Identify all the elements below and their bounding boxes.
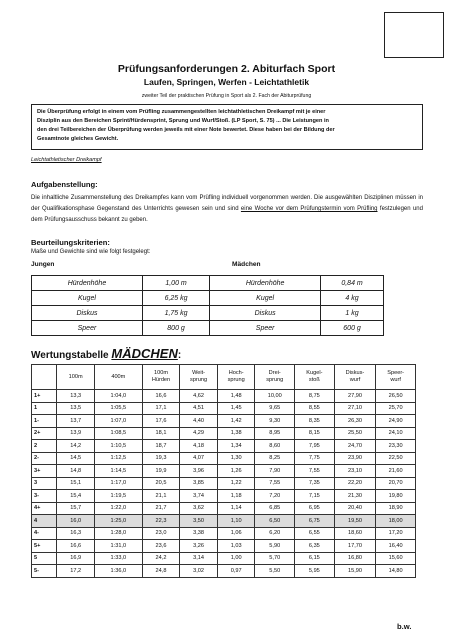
table-cell: 20,5: [142, 477, 180, 490]
table-cell: 27,90: [334, 390, 376, 403]
table-cell: 16,9: [57, 552, 95, 565]
table-cell: 4,18: [180, 440, 218, 453]
grade-label: 1-: [32, 415, 57, 428]
table-cell: 13,5: [57, 402, 95, 415]
table-cell: 21,7: [142, 502, 180, 515]
table-cell: 6,75: [295, 515, 335, 528]
table-cell: 21,60: [376, 465, 416, 478]
column-header-line: sprung: [266, 377, 284, 383]
table-cell: 26,30: [334, 415, 376, 428]
jungen-label: Jungen: [31, 261, 55, 268]
column-header: [376, 365, 416, 390]
wertung-title-text: Wertungstabelle: [31, 350, 109, 361]
table-cell: 18,00: [376, 515, 416, 528]
table-cell: 13,9: [57, 427, 95, 440]
table-cell: 20,40: [334, 502, 376, 515]
table-cell: 15,60: [376, 552, 416, 565]
table-cell: 17,6: [142, 415, 180, 428]
table-cell: 5,95: [295, 565, 335, 578]
table-cell: 27,10: [334, 402, 376, 415]
table-cell: 4 kg: [321, 291, 384, 306]
column-header-line: stoß: [308, 377, 320, 383]
table-cell: 18,7: [142, 440, 180, 453]
table-cell: 19,3: [142, 452, 180, 465]
table-cell: 9,65: [255, 402, 295, 415]
table-cell: 23,90: [334, 452, 376, 465]
turn-over-note: b.w.: [397, 622, 412, 631]
column-header-line: Diskus-: [345, 370, 365, 376]
kriterien-heading: Beurteilungskriterien:: [31, 238, 110, 247]
table-cell: Hürdenhöhe: [210, 276, 321, 291]
table-cell: 15,90: [334, 565, 376, 578]
grade-label: 3: [32, 477, 57, 490]
grade-label: 3+: [32, 465, 57, 478]
table-cell: 15,1: [57, 477, 95, 490]
grade-label: 2+: [32, 427, 57, 440]
table-cell: Diskus: [210, 306, 321, 321]
table-cell: 19,50: [334, 515, 376, 528]
column-header-line: sprung: [190, 377, 208, 383]
table-cell: 1,10: [217, 515, 255, 528]
grade-label: 1: [32, 402, 57, 415]
table-cell: 1:28,0: [94, 527, 142, 540]
table-row: [32, 565, 416, 578]
page-note: zweiter Teil der praktischen Prüfung in Sport als 2. Fach der Abiturprüfung: [141, 93, 312, 99]
column-header: [180, 365, 218, 390]
grade-label: 4: [32, 515, 57, 528]
table-cell: 1:33,0: [94, 552, 142, 565]
aufgabe-p1: Die inhaltliche Zusammenstellung des Dreikampfes kann vom Prüfling individuell vorgenommen werden. Die ausgewählten Disziplinen müssen in der Qualifikationsphase Gegenstand des Unterrichts gewesen sein und sind: [31, 195, 423, 212]
table-row: [32, 440, 416, 453]
table-cell: 7,55: [255, 477, 295, 490]
table-cell: 23,30: [376, 440, 416, 453]
column-header-line: Weit-: [192, 370, 206, 376]
table-cell: 5,50: [255, 565, 295, 578]
column-header: [217, 365, 255, 390]
table-row: [32, 415, 416, 428]
aufgabe-p2-underlined: eine Woche vor dem Prüfungstermin vom Prüfling: [240, 206, 378, 212]
table-cell: 6,35: [295, 540, 335, 553]
grade-label: 3-: [32, 490, 57, 503]
table-cell: 23,10: [334, 465, 376, 478]
table-row: [32, 552, 416, 565]
page-subtitle: Laufen, Springen, Werfen - Leichtathletik: [143, 77, 310, 87]
table-row: [32, 291, 384, 306]
table-row: [32, 490, 416, 503]
table-cell: 3,26: [180, 540, 218, 553]
table-row: [32, 276, 384, 291]
table-cell: 19,80: [376, 490, 416, 503]
table-cell: 22,50: [376, 452, 416, 465]
table-cell: Hürdenhöhe: [32, 276, 143, 291]
table-cell: 1:19,5: [94, 490, 142, 503]
table-cell: 1:17,0: [94, 477, 142, 490]
column-header-line: sprung: [227, 377, 245, 383]
table-cell: 1,03: [217, 540, 255, 553]
maedchen-label: Mädchen: [232, 261, 261, 268]
column-header: [32, 365, 57, 390]
table-cell: 23,0: [142, 527, 180, 540]
table-cell: 0,84 m: [321, 276, 384, 291]
table-cell: 14,5: [57, 452, 95, 465]
column-header: [334, 365, 376, 390]
table-cell: Speer: [32, 321, 143, 336]
table-cell: 1,00: [217, 552, 255, 565]
aufgabe-p2-rest: festzulegen und dem Prüfungsausschuss bekannt zu geben.: [31, 206, 423, 223]
grade-label: 5-: [32, 565, 57, 578]
table-cell: 14,8: [57, 465, 95, 478]
table-cell: 1,30: [217, 452, 255, 465]
info-box: [31, 104, 423, 150]
table-cell: 7,35: [295, 477, 335, 490]
table-cell: 17,20: [376, 527, 416, 540]
table-cell: 6,25 kg: [142, 291, 209, 306]
table-cell: 4,62: [180, 390, 218, 403]
grade-label: 2: [32, 440, 57, 453]
table-row: [32, 452, 416, 465]
column-header: [57, 365, 95, 390]
table-cell: 1,75 kg: [142, 306, 209, 321]
table-cell: 25,50: [334, 427, 376, 440]
table-cell: 1:05,5: [94, 402, 142, 415]
table-cell: 14,2: [57, 440, 95, 453]
wertung-title: [31, 346, 181, 361]
column-header: [142, 365, 180, 390]
table-cell: 1,18: [217, 490, 255, 503]
column-header-line: wurf: [390, 377, 401, 383]
table-cell: 3,50: [180, 515, 218, 528]
table-cell: Kugel: [32, 291, 143, 306]
column-header: [94, 365, 142, 390]
aufgabe-text: [31, 193, 423, 226]
info-line: Disziplin aus den Bereichen Sprint/Hürdensprint, Sprung und Wurf/Stoß. (LP Sport, S. 75) ... Die Leistungen in: [37, 118, 329, 124]
table-cell: 16,0: [57, 515, 95, 528]
table-cell: 1,14: [217, 502, 255, 515]
table-cell: 3,14: [180, 552, 218, 565]
table-row: [32, 502, 416, 515]
table-cell: 1:12,5: [94, 452, 142, 465]
table-cell: 16,40: [376, 540, 416, 553]
table-cell: 8,25: [255, 452, 295, 465]
table-cell: 8,75: [295, 390, 335, 403]
table-cell: 16,6: [57, 540, 95, 553]
grade-label: 4+: [32, 502, 57, 515]
table-cell: 1:31,0: [94, 540, 142, 553]
wertung-gender: MÄDCHEN: [111, 346, 178, 361]
table-cell: 8,55: [295, 402, 335, 415]
table-cell: 14,80: [376, 565, 416, 578]
table-cell: 1,45: [217, 402, 255, 415]
table-cell: 1:04,0: [94, 390, 142, 403]
table-cell: 1,26: [217, 465, 255, 478]
table-cell: 6,20: [255, 527, 295, 540]
table-cell: 6,15: [295, 552, 335, 565]
table-cell: 17,1: [142, 402, 180, 415]
table-cell: 7,55: [295, 465, 335, 478]
table-cell: 13,7: [57, 415, 95, 428]
column-header: [255, 365, 295, 390]
wertung-colon: :: [177, 350, 182, 361]
table-cell: 1:10,5: [94, 440, 142, 453]
table-cell: 21,30: [334, 490, 376, 503]
table-cell: 18,90: [376, 502, 416, 515]
table-cell: 17,70: [334, 540, 376, 553]
table-cell: 7,75: [295, 452, 335, 465]
table-cell: 1:36,0: [94, 565, 142, 578]
column-header-line: Kugel-: [306, 370, 323, 376]
column-header-line: Drei-: [268, 370, 281, 376]
table-cell: 600 g: [321, 321, 384, 336]
table-cell: 1:22,0: [94, 502, 142, 515]
grade-label: 4-: [32, 527, 57, 540]
dreikampf-link[interactable]: Leichtathletischer Dreikampf: [31, 157, 102, 163]
table-cell: 24,8: [142, 565, 180, 578]
table-cell: Kugel: [210, 291, 321, 306]
table-cell: Diskus: [32, 306, 143, 321]
table-cell: 24,2: [142, 552, 180, 565]
table-cell: 4,40: [180, 415, 218, 428]
table-cell: 3,38: [180, 527, 218, 540]
table-cell: 7,15: [295, 490, 335, 503]
table-cell: 6,50: [255, 515, 295, 528]
table-cell: 4,07: [180, 452, 218, 465]
table-cell: 0,97: [217, 565, 255, 578]
table-cell: 8,15: [295, 427, 335, 440]
table-cell: 26,50: [376, 390, 416, 403]
info-line: Die Überprüfung erfolgt in einem vom Prüfling zusammengestellten leichtathletischen Dreikampf mit je einer: [37, 109, 326, 115]
column-header-line: wurf: [349, 377, 361, 383]
table-cell: 16,80: [334, 552, 376, 565]
aufgabe-heading: Aufgabenstellung:: [31, 180, 98, 189]
table-cell: 5,90: [255, 540, 295, 553]
page-title: Prüfungsanforderungen 2. Abiturfach Sport: [117, 63, 336, 75]
table-cell: 24,10: [376, 427, 416, 440]
table-cell: 21,1: [142, 490, 180, 503]
table-cell: 22,3: [142, 515, 180, 528]
table-cell: 8,35: [295, 415, 335, 428]
table-cell: 1,06: [217, 527, 255, 540]
table-cell: 20,70: [376, 477, 416, 490]
table-cell: 1,22: [217, 477, 255, 490]
table-row: [32, 402, 416, 415]
column-header-line: Hoch-: [228, 370, 244, 376]
table-cell: 1 kg: [321, 306, 384, 321]
table-cell: 3,74: [180, 490, 218, 503]
table-cell: 13,3: [57, 390, 95, 403]
table-cell: 3,96: [180, 465, 218, 478]
table-cell: Speer: [210, 321, 321, 336]
table-row: [32, 390, 416, 403]
column-header-line: Hürden: [151, 377, 171, 383]
table-cell: 7,20: [255, 490, 295, 503]
info-line: Gesamtnote gleiches Gewicht.: [37, 136, 119, 142]
table-row: [32, 540, 416, 553]
grade-label: 2-: [32, 452, 57, 465]
table-cell: 1:14,5: [94, 465, 142, 478]
column-header-line: Speer-: [387, 370, 405, 376]
table-row: [32, 527, 416, 540]
table-cell: 17,2: [57, 565, 95, 578]
table-cell: 5,70: [255, 552, 295, 565]
table-cell: 3,85: [180, 477, 218, 490]
table-cell: 6,55: [295, 527, 335, 540]
grade-label: 5+: [32, 540, 57, 553]
table-cell: 800 g: [142, 321, 209, 336]
stamp-box: [384, 12, 444, 58]
table-cell: 1,34: [217, 440, 255, 453]
table-header-row: [32, 365, 416, 390]
table-cell: 9,30: [255, 415, 295, 428]
table-cell: 8,95: [255, 427, 295, 440]
grade-label: 1+: [32, 390, 57, 403]
table-row: [32, 477, 416, 490]
column-header-line: 100m: [153, 370, 168, 376]
table-cell: 3,62: [180, 502, 218, 515]
table-cell: 16,3: [57, 527, 95, 540]
table-cell: 18,60: [334, 527, 376, 540]
table-cell: 6,85: [255, 502, 295, 515]
table-cell: 8,60: [255, 440, 295, 453]
table-row: [32, 306, 384, 321]
table-row: [32, 427, 416, 440]
table-cell: 4,51: [180, 402, 218, 415]
table-row: [32, 465, 416, 478]
table-row: [32, 321, 384, 336]
table-cell: 25,70: [376, 402, 416, 415]
table-cell: 1,48: [217, 390, 255, 403]
table-cell: 1,00 m: [142, 276, 209, 291]
table-cell: 1,38: [217, 427, 255, 440]
table-cell: 7,90: [255, 465, 295, 478]
table-cell: 19,9: [142, 465, 180, 478]
table-cell: 15,7: [57, 502, 95, 515]
table-cell: 1:08,5: [94, 427, 142, 440]
table-cell: 7,95: [295, 440, 335, 453]
table-cell: 18,1: [142, 427, 180, 440]
kriterien-sub: Maße und Gewichte sind wie folgt festgelegt:: [31, 249, 151, 255]
column-header: [295, 365, 335, 390]
table-row: [32, 515, 416, 528]
table-cell: 1,42: [217, 415, 255, 428]
table-cell: 3,02: [180, 565, 218, 578]
requirements-table: [31, 275, 384, 336]
table-cell: 24,70: [334, 440, 376, 453]
table-cell: 6,95: [295, 502, 335, 515]
table-cell: 24,90: [376, 415, 416, 428]
table-cell: 1:07,0: [94, 415, 142, 428]
table-cell: 22,20: [334, 477, 376, 490]
table-cell: 15,4: [57, 490, 95, 503]
column-header-line: 400m: [111, 373, 126, 380]
grade-label: 5: [32, 552, 57, 565]
table-cell: 10,00: [255, 390, 295, 403]
table-cell: 16,6: [142, 390, 180, 403]
table-cell: 1:25,0: [94, 515, 142, 528]
table-cell: 23,6: [142, 540, 180, 553]
table-cell: 4,29: [180, 427, 218, 440]
column-header-line: 100m: [68, 373, 83, 380]
info-line: den drei Teilbereichen der Überprüfung werden jeweils mit einer Note bewertet. Diese haben bei der Bildung der: [37, 127, 335, 133]
scoring-table: [31, 364, 416, 578]
